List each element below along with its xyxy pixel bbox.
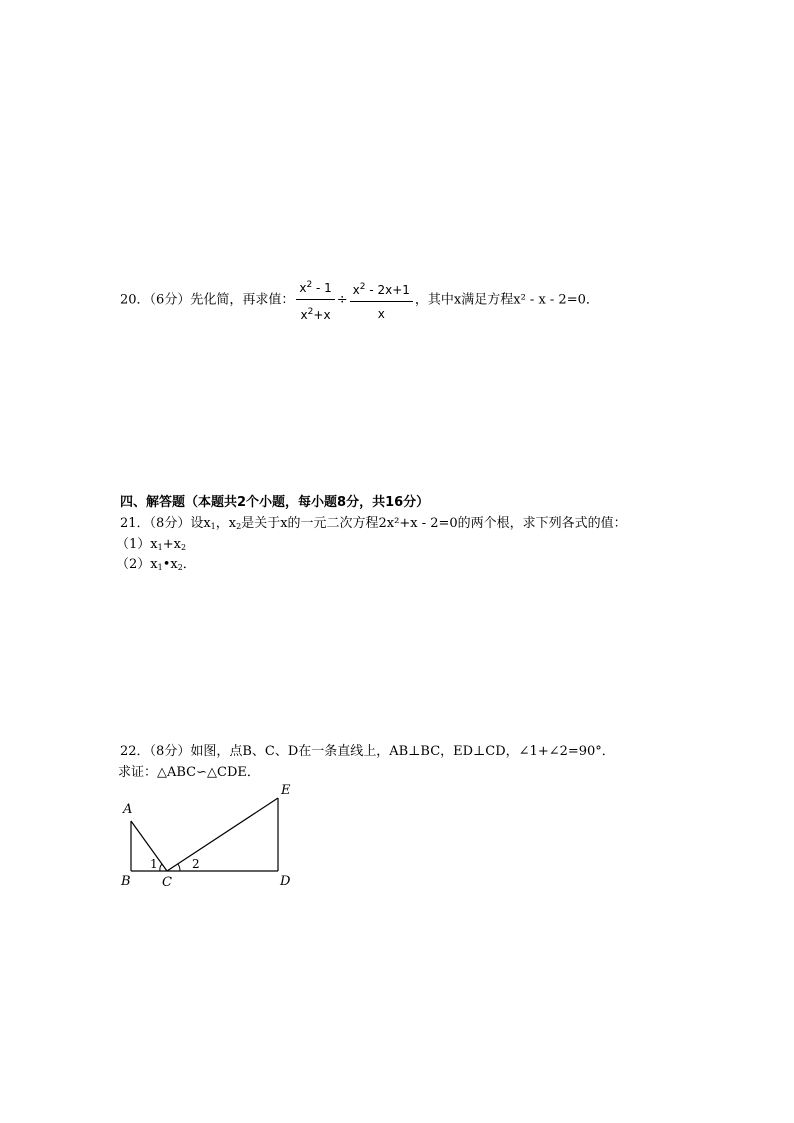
label-d: D	[280, 874, 291, 889]
fraction-1	[296, 276, 334, 324]
question-21-part-1: $(1)x_1+x_2$	[116, 537, 187, 552]
question-22-prove: 求证：△ABC∽△CDE．	[118, 765, 260, 780]
q20-suffix: ，其中x满足方程x² - x - 2=0．	[414, 292, 599, 308]
question-20	[120, 276, 599, 324]
segment-ce	[167, 798, 278, 871]
label-a: A	[123, 802, 133, 817]
fraction-2-numerator: $x^2 - 2x+1$	[350, 278, 413, 302]
divide-sign: ÷	[336, 292, 348, 308]
geometry-figure	[110, 778, 310, 890]
fraction-1-numerator: $x^2 - 1$	[296, 276, 334, 300]
label-angle-1: 1	[150, 857, 158, 871]
label-b: B	[121, 874, 131, 889]
question-21-stem: 21．（8分）设$x_1$，$x_2$是关于x的一元二次方程2x²+x - 2=0的两个根，求下列各式的值：	[120, 516, 627, 531]
section-heading: 四、解答题（本题共2个小题，每小题8分，共16分）	[120, 495, 430, 510]
label-c: C	[162, 875, 172, 890]
label-e: E	[281, 783, 291, 798]
fraction-1-denominator: $x^2+x$	[300, 307, 331, 322]
question-21-part-2: $(2)x_1•x_2$．	[116, 557, 196, 572]
label-angle-2: 2	[192, 857, 200, 871]
fraction-2	[350, 278, 413, 323]
fraction-2-denominator: x	[377, 306, 385, 321]
angle-1-arc	[160, 864, 162, 871]
question-22-stem: 22．（8分）如图，点B、C、D在一条直线上，AB⊥BC，ED⊥CD，∠1+∠2=90°．	[120, 744, 615, 759]
segment-ac	[131, 821, 167, 871]
angle-2-arc	[178, 864, 180, 871]
q20-prefix: 20．（6分）先化简，再求值：	[120, 292, 295, 308]
